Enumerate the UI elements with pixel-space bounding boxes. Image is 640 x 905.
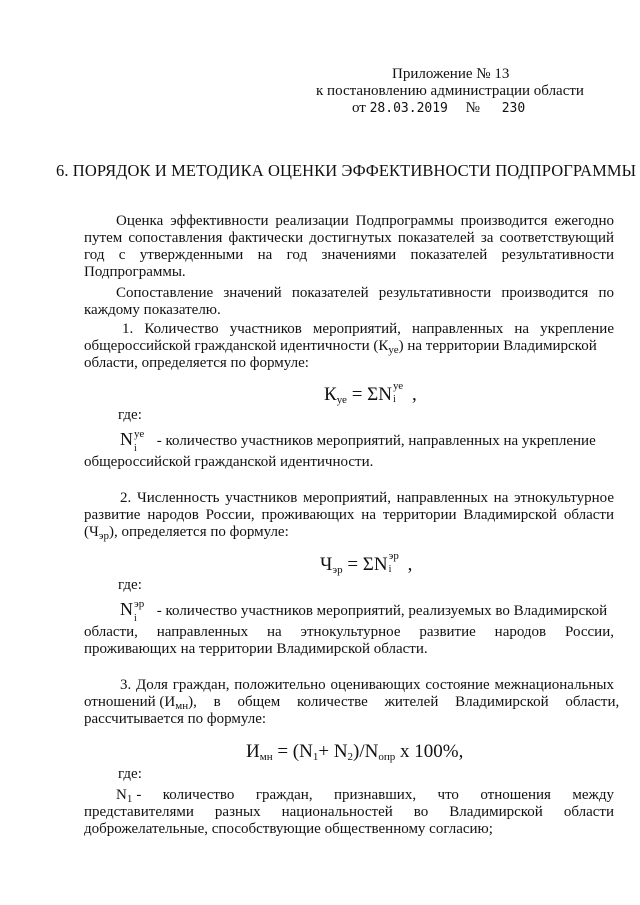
appendix-number: 230 [501, 101, 526, 116]
item1-where: где: [118, 407, 142, 423]
appendix-date-line [352, 100, 525, 117]
k-ue-subscript: уе [388, 344, 399, 356]
appendix-title: Приложение № 13 [392, 66, 510, 82]
item3-line1: 3. Доля граждан, положительно оценивающих состояние межнациональных [120, 677, 614, 693]
section-title: 6. ПОРЯДОК И МЕТОДИКА ОЦЕНКИ ЭФФЕКТИВНОСТИ ПОДПРОГРАММЫ [56, 161, 637, 180]
number-sign: № [465, 100, 480, 116]
item1-def-line1: N уе i - количество участников мероприятий, направленных на укрепление [120, 427, 596, 454]
item3-line3: рассчитывается по формуле: [84, 711, 267, 727]
formula-k-ue: $К_{уе} = \Sigma N$ уе i , [324, 379, 417, 406]
intro-p1-line3: год с утвержденными на год значениями показателей результативности [84, 247, 614, 263]
intro-p1-line2: путем сопоставления фактически достигнутых показателей за соответствующий [84, 230, 614, 246]
item2-where: где: [118, 577, 142, 593]
item3-def-line3: доброжелательные, способствующие общественному согласию; [84, 821, 493, 837]
item3-def-line2: представителями разных национальностей во Владимирской области [84, 804, 614, 820]
item1-def-line2: общероссийской гражданской идентичности. [84, 454, 374, 470]
item2-def-line2: области, направленных на этнокультурное развитие народов России, [84, 624, 614, 640]
item3-where: где: [118, 766, 142, 782]
item2-line1: 2. Численность участников мероприятий, направленных на этнокультурное [120, 490, 614, 506]
item2-line3: $(Ч_{эр})$, определяется по формуле: [84, 524, 289, 542]
item1-line1: 1. Количество участников мероприятий, направленных на укрепление [122, 321, 614, 337]
intro-p1-line1: Оценка эффективности реализации Подпрограммы производится ежегодно [116, 213, 614, 229]
item2-line2: развитие народов России, проживающих на территории Владимирской области [84, 507, 614, 523]
item2-def-line1: N эр i - количество участников мероприятий, реализуемых во Владимирской [120, 597, 608, 624]
item1-line2-text: общероссийской гражданской идентичности $(К_{уе})$ на территории Владимирской [84, 338, 597, 356]
appendix-date: 28.03.2019 [369, 101, 448, 116]
item2-def-line3: проживающих на территории Владимирской области. [84, 641, 428, 657]
date-prefix: от [352, 100, 366, 116]
ch-er-subscript: эр [98, 530, 109, 542]
formula-i-mn: $И_{мн} = (N_1+ N_2)/N_{опр}$ x 100%, [246, 741, 464, 763]
item1-line3: области, определяется по формуле: [84, 355, 309, 371]
appendix-resolution: к постановлению администрации области [316, 83, 584, 99]
intro-p1-line4: Подпрограммы. [84, 264, 186, 280]
intro-p2-line2: каждому показателю. [84, 302, 221, 318]
item3-line2: отношений $(И_{мн})$, в общем количестве жителей Владимирской области, [84, 694, 620, 712]
i-mn-subscript: мн [175, 700, 189, 712]
intro-p2-line1: Сопоставление значений показателей результативности производится по [116, 285, 614, 301]
formula-ch-er: $Ч_{эр} = \Sigma N$ эр i , [320, 549, 413, 576]
item3-def-line1: $N_1$ - количество граждан, признавших, что отношения между [116, 787, 614, 805]
